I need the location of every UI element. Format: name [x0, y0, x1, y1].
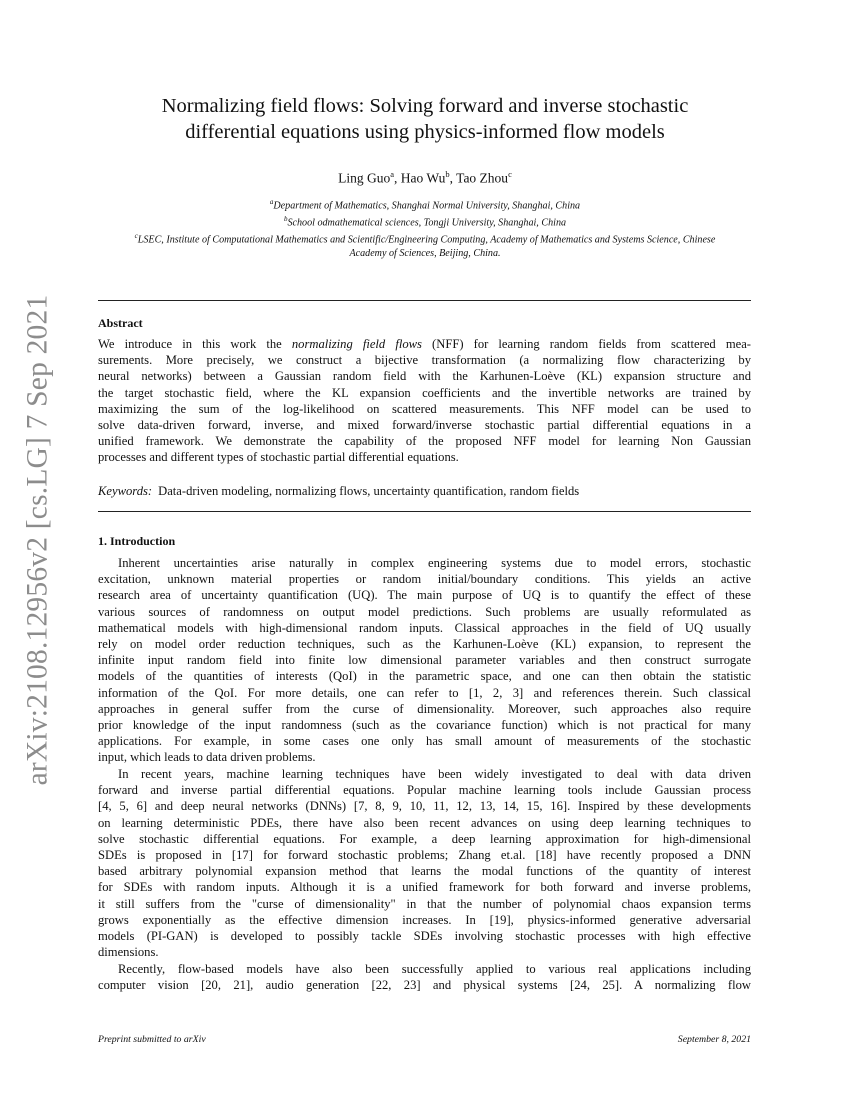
- introduction-paragraph-1: [98, 555, 751, 765]
- arxiv-sidebar-stamp: [14, 294, 62, 786]
- paragraph-line: [4, 5, 6] and deep neural networks (DNNs) [7, 8, 9, 10, 11, 12, 13, 14, 15, 16]. Inspired by these developments: [98, 799, 751, 814]
- abstract-line: unified framework. We demonstrate the capability of the proposed NFF model for learning Non Gaussian: [98, 434, 751, 449]
- affiliation-b: $^b$School odmathematical sciences, Tongji University, Shanghai, China: [283, 214, 567, 229]
- abstract-line: maximizing the sum of the log-likelihood on scattered measurements. This NFF model can be used to: [98, 401, 751, 416]
- paragraph-line: input, which leads to data driven problems.: [98, 750, 316, 765]
- abstract-top-rule: [98, 300, 751, 301]
- abstract-line: processes and different types of stochastic partial differential equations.: [98, 450, 459, 465]
- paragraph-line: prior knowledge of the input randomness (such as the covariance function) which is not practical for many: [98, 717, 751, 732]
- paragraph-line: computer vision [20, 21], audio generation [22, 23] and physical systems [24, 25]. A normalizing flow: [98, 978, 751, 993]
- paragraph-line: information of the QoI. For more details, one can refer to [1, 2, 3] and references therein. Such classical: [98, 685, 751, 700]
- author-affil-mark: a: [390, 169, 395, 179]
- introduction-paragraph-3: [98, 961, 751, 993]
- nff-term: normalizing field flows: [291, 337, 422, 351]
- paragraph-line: excitation, unknown material properties or random initial/boundary conditions. This yields an active: [98, 572, 751, 587]
- paragraph-line: infinite input random field into finite low dimensional parameter variables and then construct surrogate: [98, 653, 751, 668]
- paragraph-line: Inherent uncertainties arise naturally in complex engineering systems due to model errors, stochastic: [118, 556, 751, 570]
- keywords-text: Data-driven modeling, normalizing flows, uncertainty quantification, random fields: [158, 484, 580, 498]
- author-name: Ling Guo: [338, 170, 391, 186]
- paragraph-line: based arbitrary polynomial expansion method that learns the modal functions of the quantity of interest: [98, 864, 751, 879]
- paragraph-line: applications. For example, in some cases one only has small amount of measurements of the stochastic: [98, 734, 751, 749]
- paragraph-line: it still suffers from the "curse of dimensionality" in that the number of polynomial chaos expansion terms: [98, 896, 751, 911]
- paragraph-line: forward and inverse partial differential equations. Popular machine learning tools include Gaussian process: [98, 783, 751, 798]
- section-heading-introduction: 1. Introduction: [98, 534, 176, 548]
- paragraph-line: models (PI-GAN) is developed to possibly tackle SDEs involving stochastic processes with high effective: [98, 928, 751, 943]
- paragraph-line: various sources of randomness on output model predictions. Such problems are usually reformulated as: [98, 604, 751, 619]
- author-name: Hao Wu: [400, 170, 446, 186]
- abstract-line: neural networks) between a Gaussian random field with the Karhunen-Loève (KL) expansion structure and: [98, 369, 751, 384]
- author-affil-mark: c: [508, 169, 512, 179]
- paragraph-line: In recent years, machine learning techniques have been widely investigated to deal with data driven: [118, 767, 751, 781]
- author-name: Tao Zhou: [456, 170, 509, 186]
- abstract-line: the target stochastic field, where the KL expansion coefficients and the invertible networks are trained by: [98, 385, 751, 400]
- introduction-paragraph-2: [98, 766, 751, 960]
- abstract-bottom-rule: [98, 511, 751, 512]
- paragraph-line: rely on model order reduction techniques, such as the Karhunen-Loève (KL) expansion, to represent the: [98, 636, 751, 651]
- paragraph-line: grows exponentially as the effective dimension increases. In [19], physics-informed generative adversarial: [98, 912, 751, 927]
- abstract-body: [98, 336, 751, 466]
- abstract-heading: Abstract: [98, 316, 143, 330]
- paper-title: [90, 93, 760, 145]
- abstract-line: surements. More precisely, we construct a bijective transformation (a normalizing flow characterizing by: [98, 353, 751, 368]
- paragraph-line: SDEs is proposed in [17] for forward stochastic problems; Zhang et.al. [18] have recently proposed a DNN: [98, 847, 751, 862]
- paragraph-line: research area of uncertainty quantification (UQ). The main purpose of UQ is to quantify the effect of these: [98, 588, 751, 603]
- footer-preprint-note: Preprint submitted to arXiv: [98, 1034, 206, 1045]
- paragraph-line: models of the quantities of interests (QoI) in the parametric space, and one can then obtain the statistic: [98, 669, 751, 684]
- abstract-line: solve data-driven forward, inverse, and mixed forward/inverse stochastic partial differential equations in a: [98, 417, 751, 432]
- footer-date: September 8, 2021: [677, 1034, 751, 1045]
- paragraph-line: on learning deterministic PDEs, there have also been recent advances on using deep learning techniques to: [98, 815, 751, 830]
- affiliation-c-continued: Academy of Sciences, Beijing, China.: [349, 247, 501, 259]
- author-list: Ling Guo$^a$, Hao Wu$^b$, Tao Zhou$^c$: [338, 169, 512, 186]
- abstract-line: We introduce in this work the normalizing field flows (NFF) for learning random fields from scattered mea-: [98, 337, 751, 351]
- paragraph-line: approaches in general suffer from the curse of dimensionality. Moreover, such approaches also require: [98, 701, 751, 716]
- paragraph-line: for SDEs with random inputs. Although it is a unified framework for both forward and inverse problems,: [98, 880, 751, 895]
- affiliations: [92, 196, 758, 260]
- affiliation-a: $^a$Department of Mathematics, Shanghai Normal University, Shanghai, China: [269, 198, 581, 212]
- keywords: [98, 484, 579, 499]
- title-line-1: Normalizing field flows: Solving forward and inverse stochastic: [161, 95, 689, 117]
- paragraph-line: mathematical models with high-dimensional random inputs. Classical approaches in the field of UQ usually: [98, 620, 751, 635]
- title-line-2: differential equations using physics-informed flow models: [185, 121, 665, 143]
- paragraph-line: dimensions.: [98, 945, 159, 960]
- paragraph-line: solve stochastic differential equations. For example, a deep learning approximation for high-dimensional: [98, 831, 751, 846]
- author-affil-mark: b: [445, 169, 450, 179]
- affiliation-c: $^c$LSEC, Institute of Computational Mathematics and Scientific/Engineering Computing, Academy of Mathematics and Systems Science, Chinese: [134, 231, 716, 246]
- paragraph-line: Recently, flow-based models have also been successfully applied to various real applications including: [118, 962, 751, 976]
- keywords-label: Keywords:: [98, 484, 153, 498]
- arxiv-identifier: arXiv:2108.12956v2 [cs.LG] 7 Sep 2021: [21, 294, 54, 786]
